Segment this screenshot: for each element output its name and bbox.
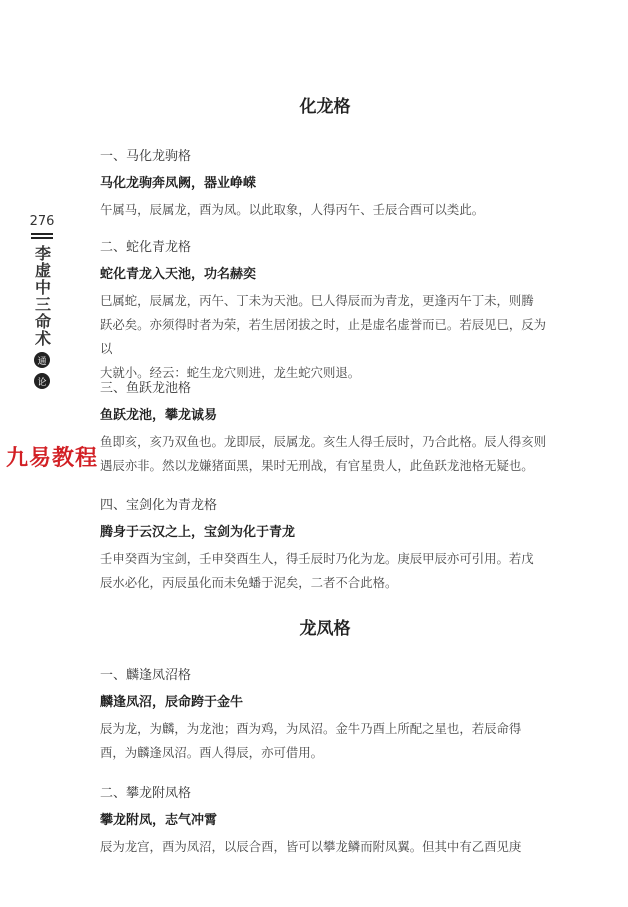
entry	[100, 236, 558, 385]
entry-heading: 二、攀龙附凤格	[100, 786, 192, 801]
entry-line: 辰水必化，丙辰虽化而未免蟠于泥矣，二者不合此格。	[100, 575, 398, 590]
entry-line: 跃必矣。亦须得时者为荣，若生居闭拔之时，止是虚名虚誉而已。若辰见巳，反为以	[100, 317, 547, 356]
entry-heading: 一、麟逢凤沼格	[100, 668, 192, 683]
entry-line: 辰为龙，为麟，为龙池；酉为鸡，为凤沼。金牛乃酉上所配之星也，若辰命得	[100, 721, 522, 736]
entry-line: 辰为龙宫，酉为凤沼，以辰合酉，皆可以攀龙鳞而附凤翼。但其中有乙酉见庚	[100, 839, 522, 854]
entry-heading: 一、马化龙驹格	[100, 149, 192, 164]
watermark: 九易教程	[6, 446, 99, 471]
page-number: 276	[29, 214, 55, 229]
book-title: 李虚中三命术	[32, 245, 52, 347]
entry-verse: 腾身于云汉之上，宝剑为化于青龙	[100, 525, 296, 540]
entry	[100, 494, 558, 595]
badge-lun: 论	[34, 373, 50, 389]
badge-tong: 通	[34, 352, 50, 368]
header-rules	[31, 231, 53, 241]
entry	[100, 377, 558, 478]
running-header	[28, 214, 56, 389]
entry-line: 酉，为麟逢凤沼。酉人得辰，亦可借用。	[100, 745, 324, 760]
section-title: 龙凤格	[299, 619, 351, 639]
entry	[100, 782, 558, 859]
entry-verse: 攀龙附凤，志气冲霄	[100, 813, 218, 828]
entry-line: 壬申癸酉为宝剑，壬申癸酉生人，得壬辰时乃化为龙。庚辰甲辰亦可引用。若戊	[100, 551, 534, 566]
entry-line: 鱼即亥，亥乃双鱼也。龙即辰，辰属龙。亥生人得壬辰时，乃合此格。辰人得亥则	[100, 434, 547, 449]
section-title: 化龙格	[299, 97, 351, 117]
entry-line: 午属马，辰属龙，酉为凤。以此取象，人得丙午、壬辰合酉可以类此。	[100, 202, 485, 217]
entry	[100, 145, 558, 222]
entry-heading: 四、宝剑化为青龙格	[100, 498, 218, 513]
entry-heading: 二、蛇化青龙格	[100, 240, 192, 255]
entry-line: 大就小。经云：蛇生龙穴则进，龙生蛇穴则退。	[100, 365, 361, 380]
entry-heading: 三、鱼跃龙池格	[100, 381, 192, 396]
entry-line: 巳属蛇，辰属龙，丙午、丁未为天池。巳人得辰而为青龙，更逢丙午丁未，则腾	[100, 293, 534, 308]
entry-verse: 蛇化青龙入天池，功名赫奕	[100, 267, 257, 282]
entry-verse: 马化龙驹奔凤阙，器业峥嵘	[100, 176, 257, 191]
entry-verse: 鱼跃龙池，攀龙诚易	[100, 408, 218, 423]
entry	[100, 664, 558, 765]
entry-verse: 麟逢凤沼，辰命跨于金牛	[100, 695, 244, 710]
entry-line: 遇辰亦非。然以龙嫌猪面黑，果时无刑战，有官星贵人，此鱼跃龙池格无疑也。	[100, 458, 534, 473]
